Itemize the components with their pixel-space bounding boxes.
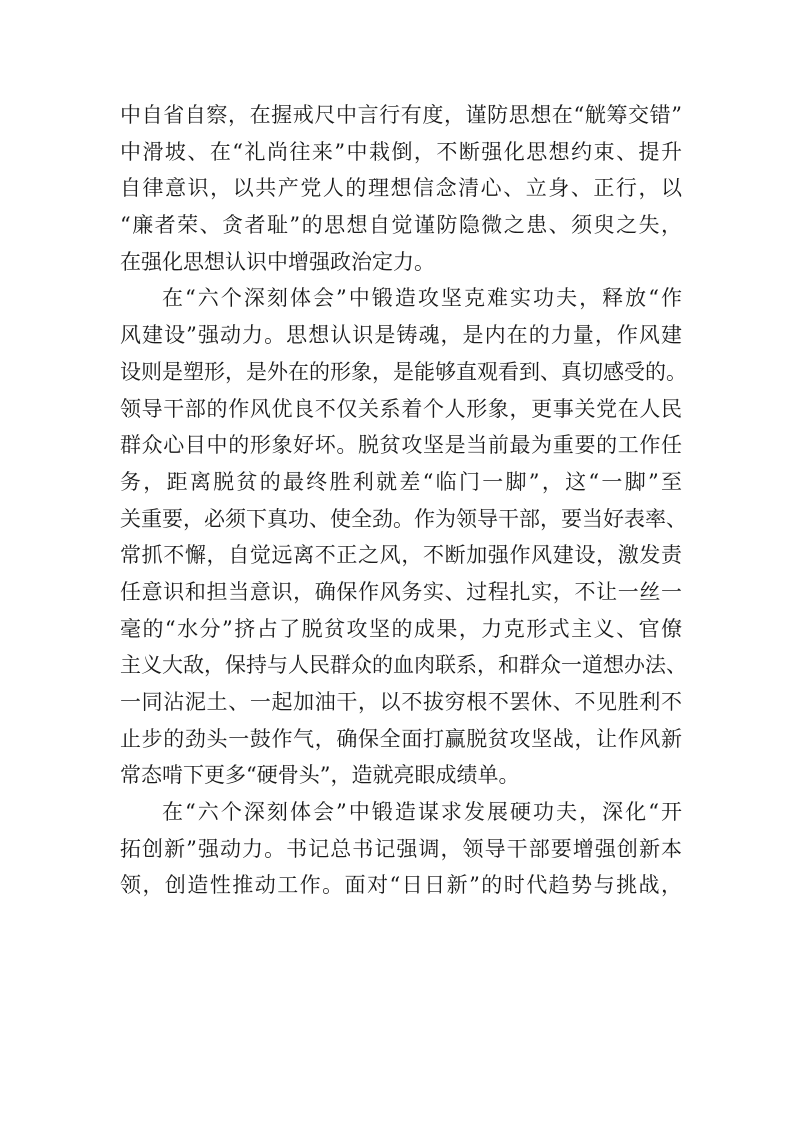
paragraph-2-line-11: 主义大敌，保持与人民群众的血肉联系，和群众一道想办法、 [120, 653, 687, 678]
paragraph-3-line-2: 拓创新”强动力。书记总书记强调，领导干部要增强创新本 [120, 836, 682, 861]
paragraph-1-line-4: “廉者荣、贪者耻”的思想自觉谨防隐微之患、须臾之失， [120, 213, 682, 238]
paragraph-2-line-4: 领导干部的作风优良不仅关系着个人形象，更事关党在人民 [120, 396, 682, 421]
paragraph-1-line-5: 在强化思想认识中增强政治定力。 [120, 249, 435, 274]
document-body [120, 97, 687, 904]
paragraph-2-line-5: 群众心目中的形象好坏。脱贫攻坚是当前最为重要的工作任 [120, 433, 682, 458]
paragraph-2-line-3: 设则是塑形，是外在的形象，是能够直观看到、真切感受的。 [120, 359, 687, 384]
paragraph-3-line-1: 在“六个深刻体会”中锻造谋求发展硬功夫，深化“开 [162, 800, 682, 825]
paragraph-2-line-2: 风建设”强动力。思想认识是铸魂，是内在的力量，作风建 [120, 323, 682, 348]
paragraph-2-line-7: 关重要，必须下真功、使全劲。作为领导干部，要当好表率、 [120, 506, 687, 531]
paragraph-2-line-9: 任意识和担当意识，确保作风务实、过程扎实，不让一丝一 [120, 579, 682, 604]
paragraph-2-line-13: 止步的劲头一鼓作气，确保全面打赢脱贫攻坚战，让作风新 [120, 726, 682, 751]
paragraph-1-line-3: 自律意识，以共产党人的理想信念清心、立身、正行，以 [120, 176, 682, 201]
paragraph-2-line-6: 务，距离脱贫的最终胜利就差“临门一脚”，这“一脚”至 [120, 469, 682, 494]
paragraph-2-line-10: 毫的“水分”挤占了脱贫攻坚的成果，力克形式主义、官僚 [120, 616, 682, 641]
paragraph-1-line-2: 中滑坡、在“礼尚往来”中栽倒，不断强化思想约束、提升 [120, 139, 682, 164]
paragraph-3-line-3: 领，创造性推动工作。面对“日日新”的时代趋势与挑战， [120, 873, 682, 898]
paragraph-1-line-1: 中自省自察，在握戒尺中言行有度，谨防思想在“觥筹交错” [120, 103, 682, 127]
paragraph-2-line-12: 一同沾泥土、一起加油干，以不拔穷根不罢休、不见胜利不 [120, 690, 682, 714]
paragraph-2-line-1: 在“六个深刻体会”中锻造攻坚克难实功夫，释放“作 [162, 286, 682, 311]
paragraph-2-line-14: 常态啃下更多“硬骨头”，造就亮眼成绩单。 [120, 763, 520, 788]
paragraph-2-line-8: 常抓不懈，自觉远离不正之风，不断加强作风建设，激发责 [120, 543, 682, 568]
